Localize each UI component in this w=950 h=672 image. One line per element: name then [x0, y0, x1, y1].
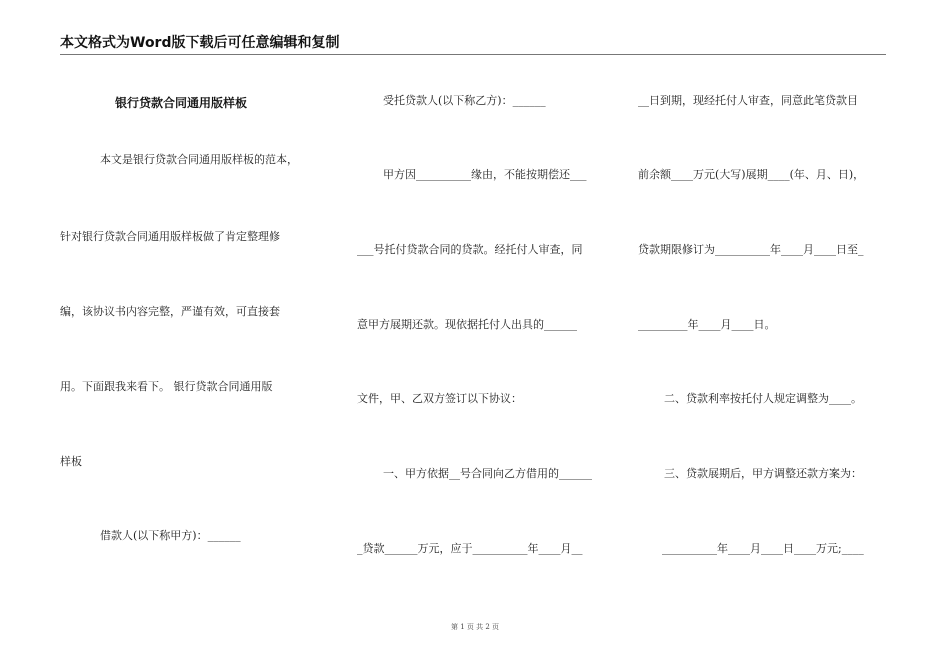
page-header: 本文格式为Word版下载后可任意编辑和复制 — [60, 35, 340, 51]
column-right — [632, 0, 890, 620]
paragraph-line: 编，该协议书内容完整，严谨有效，可直接套 — [60, 305, 280, 318]
paragraph-line: 前余额____万元(大写)展期____(年、月、日)， — [638, 168, 865, 181]
paragraph-line: 针对银行贷款合同通用版样板做了肯定整理修 — [60, 230, 280, 243]
page-footer: 第 1 页 共 2 页 — [450, 623, 500, 631]
paragraph-line: 文件，甲、乙双方签订以下协议： — [357, 392, 522, 405]
paragraph-line: _________年____月____日。 — [638, 318, 776, 331]
column-middle — [345, 0, 615, 620]
paragraph-line: 意甲方展期还款。现依据托付人出具的______ — [357, 318, 577, 331]
paragraph-line: 用。下面跟我来看下。 银行贷款合同通用版 — [60, 380, 273, 393]
paragraph-line: 二、贷款利率按托付人规定调整为____。 — [664, 392, 862, 405]
paragraph-line: _贷款______万元，应于__________年____月__ — [357, 542, 583, 555]
paragraph-line: 受托贷款人(以下称乙方)：______ — [383, 94, 546, 107]
column-left — [60, 0, 325, 620]
paragraph-line: 样板 — [60, 455, 82, 468]
paragraph-line: 三、贷款展期后，甲方调整还款方案为： — [664, 467, 862, 480]
document-title: 银行贷款合同通用版样板 — [115, 96, 248, 110]
paragraph-line: 借款人(以下称甲方)：______ — [100, 529, 241, 542]
paragraph-line: 贷款期限修订为__________年____月____日至_ — [638, 243, 864, 256]
paragraph-line: 本文是银行贷款合同通用版样板的范本， — [100, 153, 298, 166]
paragraph-line: 甲方因__________缘由，不能按期偿还___ — [383, 168, 587, 181]
paragraph-line: ___号托付贷款合同的贷款。经托付人审查，同 — [357, 243, 583, 256]
paragraph-line: __________年____月____日____万元;____ — [662, 542, 864, 555]
paragraph-line: 一、甲方依据__号合同向乙方借用的______ — [383, 467, 592, 480]
paragraph-line: __日到期，现经托付人审查，同意此笔贷款目 — [638, 94, 858, 107]
